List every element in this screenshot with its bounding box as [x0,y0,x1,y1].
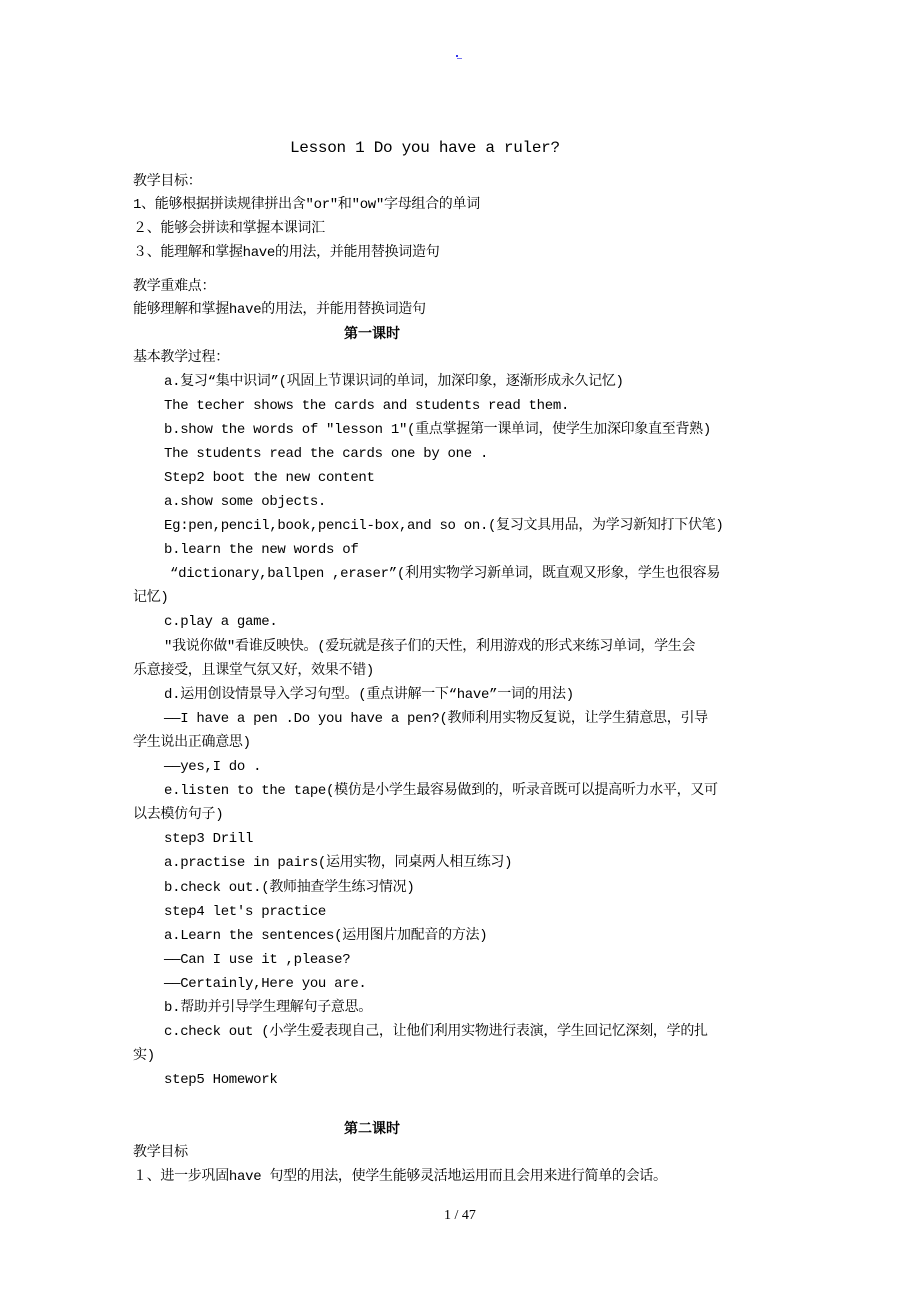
process-line: 以去模仿句子) [133,807,224,823]
process-line: 乐意接受，且课堂气氛又好，效果不错) [133,663,375,679]
process-line: a.复习“集中识词”(巩固上节课识词的单词，加深印象，逐渐形成永久记忆) [164,374,624,390]
process-line: step5 Homework [164,1072,278,1088]
process-line: a.Learn the sentences(运用图片加配音的方法) [164,928,488,944]
process-line: d.运用创设情景导入学习句型。(重点讲解一下“have”一词的用法) [164,687,574,703]
objective-item: ２、能够会拼读和掌握本课词汇 [133,221,325,237]
period-2-objectives-heading: 教学目标 [133,1145,188,1161]
process-line: b.learn the new words of [164,542,359,558]
process-line: 实) [133,1048,155,1064]
process-line: step3 Drill [164,831,254,847]
objectives-heading: 教学目标： [133,174,202,190]
process-line: 记忆) [133,590,169,606]
process-line: "我说你做"看谁反映快。(爱玩就是孩子们的天性，利用游戏的形式来练习单词，学生会 [164,639,696,655]
process-line: c.check out (小学生爱表现自己，让他们利用实物进行表演，学生回记忆深刻，学的扎 [164,1024,708,1040]
process-line: “dictionary,ballpen ,eraser”(利用实物学习新单词，既直观又形象，学生也很容易 [170,566,721,582]
process-line: ——Certainly,Here you are. [164,976,367,992]
process-line: ——I have a pen .Do you have a pen?(教师利用实物反复说，让学生猜意思，引导 [164,711,708,727]
process-line: Step2 boot the new content [164,470,375,486]
process-line: 学生说出正确意思) [133,735,251,751]
period-2-heading: 第二课时 [344,1121,400,1137]
process-line: ——yes,I do . [164,759,262,775]
document-title: Lesson 1 Do you have a ruler? [290,139,560,157]
process-line: step4 let's practice [164,904,327,920]
key-points-heading: 教学重难点： [133,279,216,295]
process-line: b.帮助并引导学生理解句子意思。 [164,1000,373,1016]
period-2-objective-item: １、进一步巩固have 句型的用法，使学生能够灵活地运用而且会用来进行简单的会话。 [133,1169,667,1185]
process-line: Eg:pen,pencil,book,pencil-box,and so on.(复习文具用品，为学习新知打下伏笔) [164,518,724,534]
header-marker [456,55,462,59]
process-line: b.check out.(教师抽查学生练习情况) [164,880,415,896]
process-line: The techer shows the cards and students read them. [164,398,570,414]
process-line: c.play a game. [164,614,278,630]
process-heading: 基本教学过程： [133,350,229,366]
process-line: a.show some objects. [164,494,327,510]
objective-item: ３、能理解和掌握have的用法，并能用替换词造句 [133,245,440,261]
process-line: b.show the words of "lesson 1"(重点掌握第一课单词，使学生加深印象直至背熟) [164,422,711,438]
page-indicator: 1 / 47 [444,1208,476,1223]
process-line: a.practise in pairs(运用实物，同桌两人相互练习) [164,855,513,871]
period-1-heading: 第一课时 [344,326,400,342]
process-line: ——Can I use it ,please? [164,952,351,968]
process-line: e.listen to the tape(模仿是小学生最容易做到的，听录音既可以提高听力水平，又可 [164,783,718,799]
key-points-text: 能够理解和掌握have的用法，并能用替换词造句 [133,302,426,318]
objective-item: 1、能够根据拼读规律拼出含"or"和"ow"字母组合的单词 [133,197,480,213]
process-line: The students read the cards one by one . [164,446,489,462]
